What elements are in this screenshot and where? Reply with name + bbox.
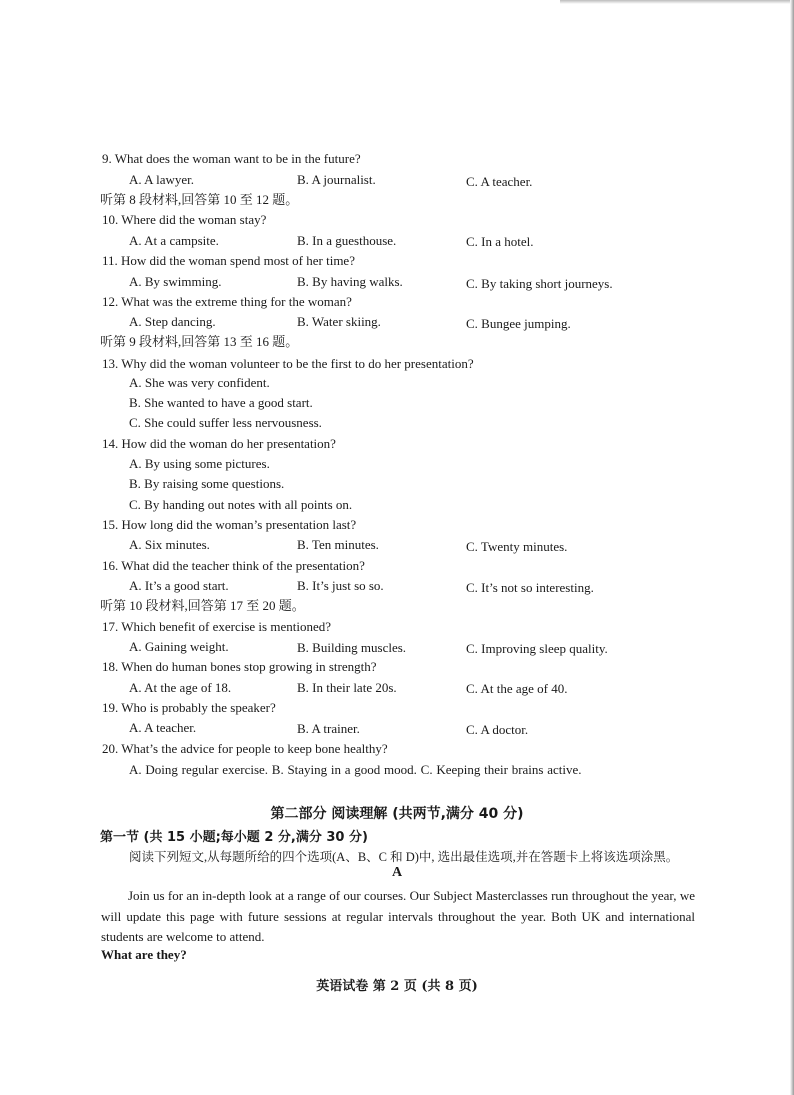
- question-11-option-b: B. By having walks.: [297, 274, 403, 289]
- question-14-stem: 14. How did the woman do her presentation?: [102, 436, 336, 451]
- question-14-option-c: C. By handing out notes with all points on.: [129, 497, 353, 512]
- question-18-option-c: C. At the age of 40.: [466, 681, 568, 696]
- question-15-option-b: B. Ten minutes.: [297, 537, 379, 552]
- question-11-option-a: A. By swimming.: [129, 274, 222, 289]
- passage-paragraph: Join us for an in-depth look at a range of our courses. Our Subject Masterclasses run throughout the year, we will update this page with future sessions at regular intervals throughout the year. Both UK and international students are welcome to attend.: [101, 888, 695, 944]
- question-17-option-c: C. Improving sleep quality.: [466, 641, 608, 656]
- question-16-stem: 16. What did the teacher think of the presentation?: [102, 558, 365, 573]
- question-20-stem: 20. What’s the advice for people to keep bone healthy?: [102, 741, 388, 756]
- question-10-option-a: A. At a campsite.: [129, 233, 219, 248]
- section-1-title: 第一节 (共 15 小题;每小题 2 分,满分 30 分): [100, 830, 368, 845]
- passage-subheading: What are they?: [101, 947, 187, 962]
- section-header-9: 听第 9 段材料,回答第 13 至 16 题。: [100, 334, 299, 349]
- section-header-10: 听第 10 段材料,回答第 17 至 20 题。: [100, 598, 305, 613]
- question-13-option-b: B. She wanted to have a good start.: [129, 395, 313, 410]
- question-15-stem: 15. How long did the woman’s presentation last?: [102, 517, 357, 532]
- question-14-option-a: A. By using some pictures.: [129, 456, 270, 471]
- question-16-option-c: C. It’s not so interesting.: [466, 580, 594, 595]
- question-9-stem: 9. What does the woman want to be in the future?: [102, 151, 361, 166]
- part-2-title: 第二部分 阅读理解 (共两节,满分 40 分): [270, 806, 524, 822]
- question-10-option-b: B. In a guesthouse.: [297, 233, 397, 248]
- passage-letter: A: [391, 865, 403, 880]
- question-18-option-b: B. In their late 20s.: [297, 680, 397, 695]
- question-11-stem: 11. How did the woman spend most of her time?: [102, 253, 355, 268]
- scan-edge-right: [790, 0, 794, 1095]
- question-17-option-a: A. Gaining weight.: [129, 639, 229, 654]
- question-12-option-a: A. Step dancing.: [129, 314, 216, 329]
- question-19-option-c: C. A doctor.: [466, 722, 529, 737]
- section-header-8: 听第 8 段材料,回答第 10 至 12 题。: [100, 192, 299, 207]
- scan-edge-top: [560, 0, 794, 4]
- question-20-options: A. Doing regular exercise. B. Staying in a good mood. C. Keeping their brains active.: [129, 762, 582, 777]
- question-18-option-a: A. At the age of 18.: [129, 680, 232, 695]
- question-12-stem: 12. What was the extreme thing for the woman?: [102, 294, 352, 309]
- question-10-stem: 10. Where did the woman stay?: [102, 212, 267, 227]
- question-13-option-c: C. She could suffer less nervousness.: [129, 415, 322, 430]
- question-15-option-c: C. Twenty minutes.: [466, 539, 568, 554]
- question-17-stem: 17. Which benefit of exercise is mentioned?: [102, 619, 331, 634]
- question-12-option-b: B. Water skiing.: [297, 314, 381, 329]
- question-10-option-c: C. In a hotel.: [466, 234, 534, 249]
- question-17-option-b: B. Building muscles.: [297, 640, 407, 655]
- question-15-option-a: A. Six minutes.: [129, 537, 210, 552]
- question-9-option-c: C. A teacher.: [466, 174, 533, 189]
- reading-instruction: 阅读下列短文,从每题所给的四个选项(A、B、C 和 D)中, 选出最佳选项,并在答题卡上将该选项涂黑。: [129, 850, 679, 864]
- question-9-option-a: A. A lawyer.: [129, 172, 194, 187]
- question-9-option-b: B. A journalist.: [297, 172, 376, 187]
- question-19-option-a: A. A teacher.: [129, 720, 197, 735]
- question-19-option-b: B. A trainer.: [297, 721, 360, 736]
- question-13-stem: 13. Why did the woman volunteer to be the first to do her presentation?: [102, 356, 474, 371]
- question-12-option-c: C. Bungee jumping.: [466, 316, 571, 331]
- page-footer: 英语试卷 第 2 页 (共 8 页): [316, 979, 478, 994]
- question-16-option-b: B. It’s just so so.: [297, 578, 384, 593]
- question-16-option-a: A. It’s a good start.: [129, 578, 229, 593]
- question-19-stem: 19. Who is probably the speaker?: [102, 700, 276, 715]
- question-14-option-b: B. By raising some questions.: [129, 476, 285, 491]
- question-13-option-a: A. She was very confident.: [129, 375, 270, 390]
- question-11-option-c: C. By taking short journeys.: [466, 276, 613, 291]
- question-18-stem: 18. When do human bones stop growing in strength?: [102, 659, 377, 674]
